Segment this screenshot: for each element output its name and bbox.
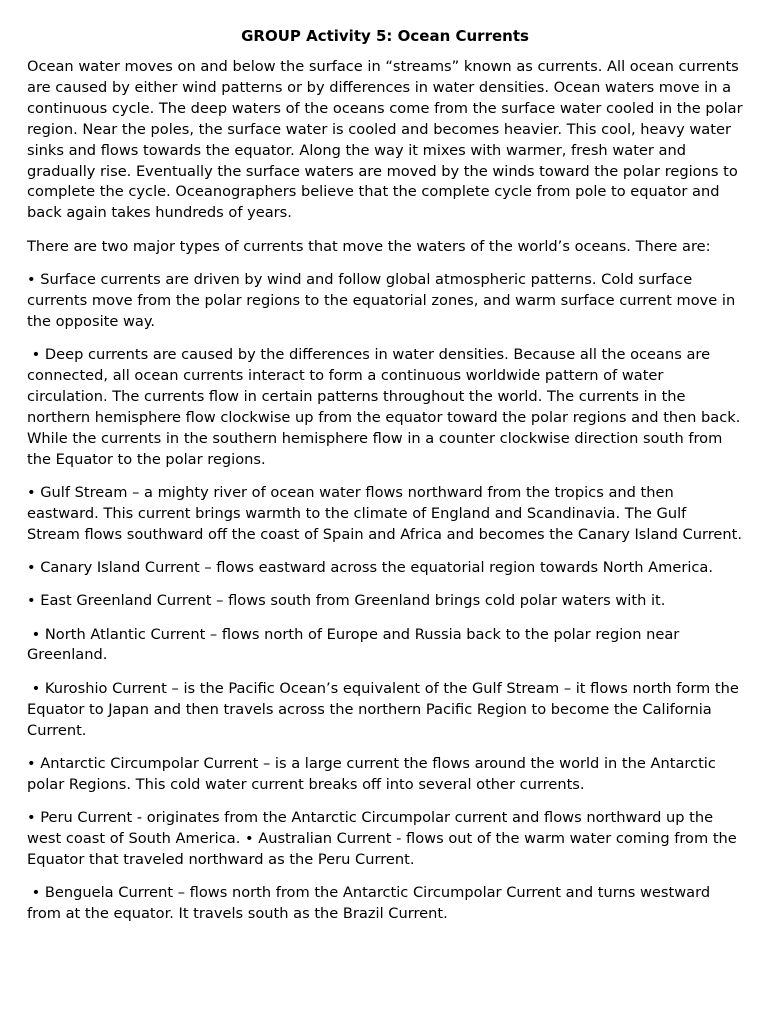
- bullet-benguela-current: • Benguela Current – flows north from the Antarctic Circumpolar Current and turns westward from at the equator. It travels south as the Brazil Current.: [27, 884, 715, 923]
- bullet-east-greenland-current: • East Greenland Current – flows south from Greenland brings cold polar waters with it.: [27, 592, 666, 610]
- paragraph-types: There are two major types of currents that move the waters of the world’s oceans. There are:: [27, 237, 711, 255]
- bullet-north-atlantic-current: • North Atlantic Current – flows north of Europe and Russia back to the polar region near Greenland.: [27, 625, 684, 664]
- document-page: [27, 25, 748, 937]
- bullet-antarctic-circumpolar-current: • Antarctic Circumpolar Current – is a large current the flows around the world in the Antarctic polar Regions. This cold water current breaks off into several other currents.: [27, 754, 721, 793]
- paragraph-intro: Ocean water moves on and below the surface in “streams” known as currents. All ocean currents are caused by either wind patterns or by differences in water densities. Ocean waters move in a continuous cycle. The deep waters of the oceans come from the surface water cooled in the polar region. Near the poles, the surface water is cooled and becomes heavier. This cool, heavy water sinks and flows towards the equator. Along the way it mixes with warmer, fresh water and gradually rise. Eventually the surface waters are moved by the winds toward the polar regions to complete the cycle. Oceanographers believe that the complete cycle from pole to equator and back again takes hundreds of years.: [27, 58, 748, 222]
- bullet-gulf-stream: • Gulf Stream – a mighty river of ocean water flows northward from the tropics and then eastward. This current brings warmth to the climate of England and Scandinavia. The Gulf Stream flows southward off the coast of Spain and Africa and becomes the Canary Island Current.: [27, 483, 742, 543]
- bullet-peru-australian-current: • Peru Current - originates from the Antarctic Circumpolar current and flows northward up the west coast of South America. • Australian Current - flows out of the warm water coming from the Equator that traveled northward as the Peru Current.: [27, 809, 742, 868]
- bullet-surface-currents: • Surface currents are driven by wind and follow global atmospheric patterns. Cold surface currents move from the polar regions to the equatorial zones, and warm surface current move in the opposite way.: [27, 270, 740, 330]
- bullet-deep-currents: • Deep currents are caused by the differences in water densities. Because all the oceans are connected, all ocean currents interact to form a continuous worldwide pattern of water circulation. The currents flow in certain patterns throughout the world. The currents in the northern hemisphere flow clockwise up from the equator toward the polar regions and then back. While the currents in the southern hemisphere flow in a counter clockwise direction south from the Equator to the polar regions.: [27, 346, 745, 468]
- bullet-kuroshio-current: • Kuroshio Current – is the Pacific Ocean’s equivalent of the Gulf Stream – it flows north form the Equator to Japan and then travels across the northern Pacific Region to become the California Current.: [27, 679, 744, 739]
- bullet-canary-island-current: • Canary Island Current – flows eastward across the equatorial region towards North America.: [27, 558, 714, 576]
- page-title: GROUP Activity 5: Ocean Currents: [241, 27, 529, 45]
